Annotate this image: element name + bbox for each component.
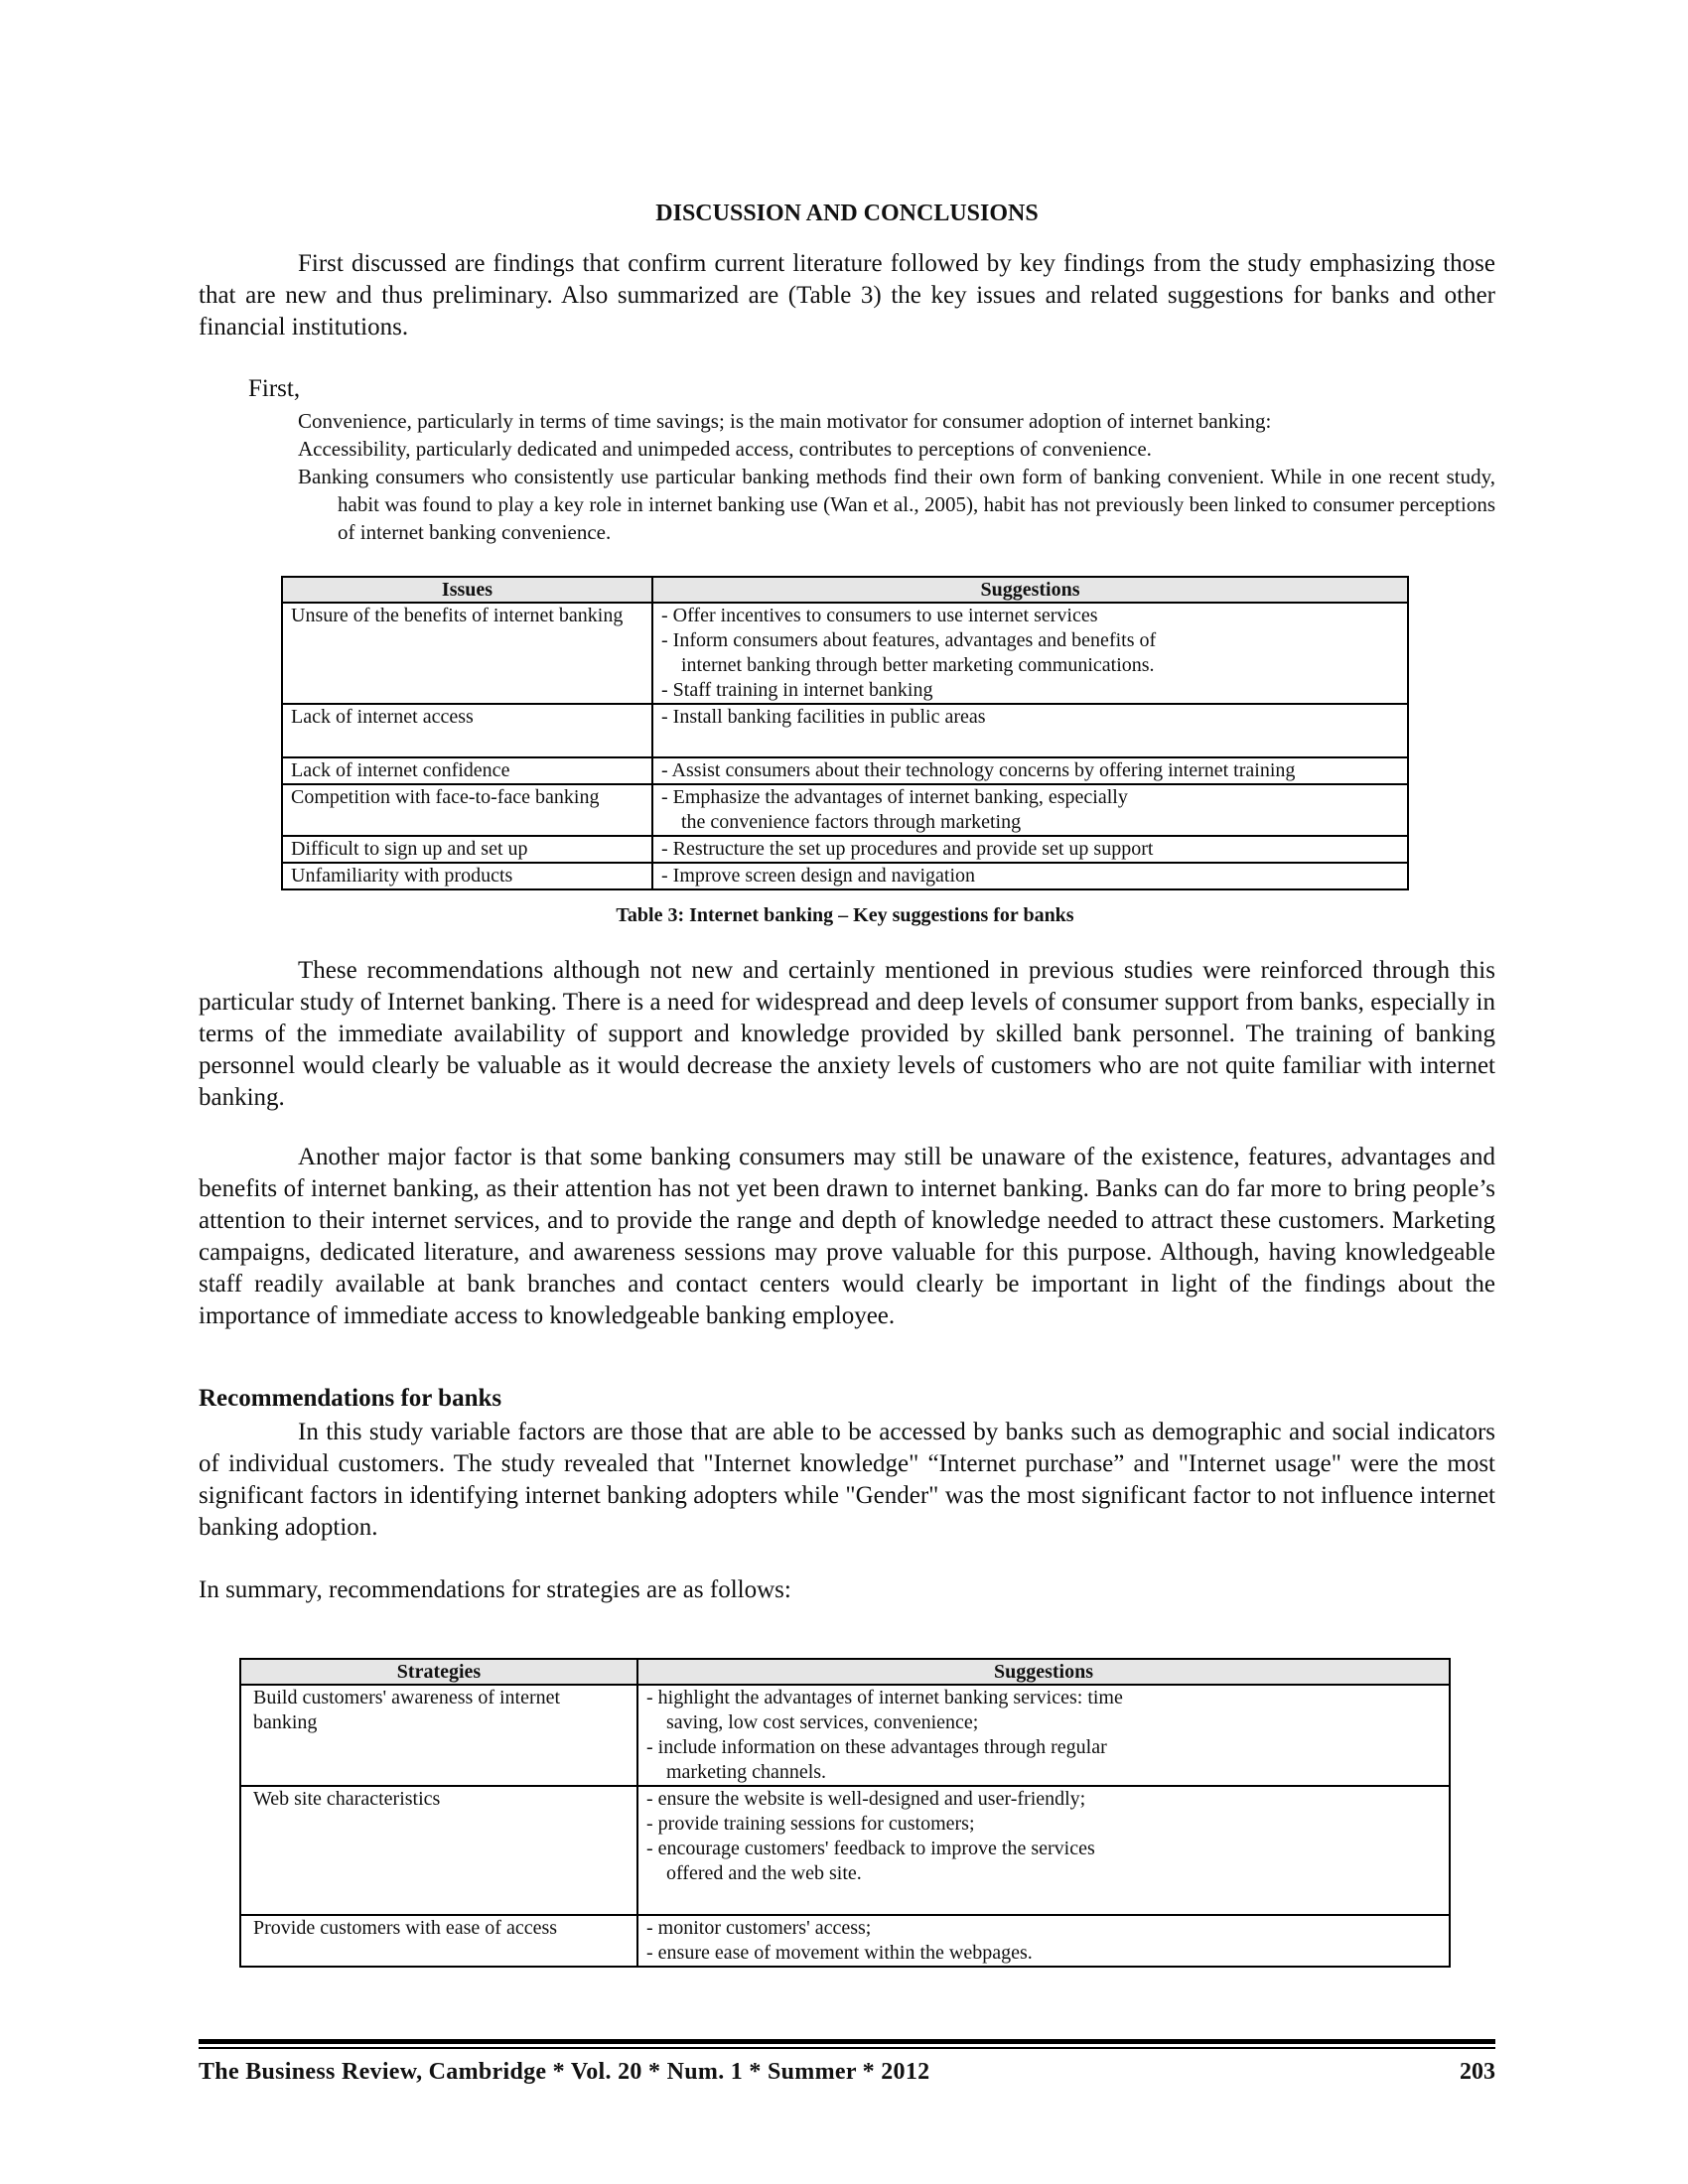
table-row xyxy=(282,603,1408,704)
issue-cell: Lack of internet confidence xyxy=(282,757,652,784)
table-3-caption: Table 3: Internet banking – Key suggestions for banks xyxy=(616,904,1074,926)
finding-item: Convenience, particularly in terms of time savings; is the main motivator for consumer adoption of internet banking: xyxy=(298,409,1272,433)
table-row xyxy=(282,757,1408,784)
column-header-issues: Issues xyxy=(282,577,652,603)
findings-list xyxy=(298,407,1495,546)
suggestion-cell: - monitor customers' access; - ensure ease of movement within the webpages. xyxy=(637,1915,1450,1967)
strategy-cell: Provide customers with ease of access xyxy=(240,1915,637,1967)
table-3 xyxy=(281,576,1409,890)
table-row xyxy=(282,836,1408,863)
finding-item: Accessibility, particularly dedicated and unimpeded access, contributes to perceptions of convenience. xyxy=(298,437,1152,461)
strategy-cell: Web site characteristics xyxy=(240,1786,637,1915)
suggestion-cell: - Improve screen design and navigation xyxy=(652,863,1408,889)
first-label: First, xyxy=(248,375,301,402)
table-header-row xyxy=(282,577,1408,603)
strategies-table xyxy=(239,1658,1451,1968)
footer-rule-thick xyxy=(199,2039,1495,2044)
suggestion-cell: - Offer incentives to consumers to use internet services - Inform consumers about features, advantages and benefits of internet banking through better marketing communications. - Staff training in internet banking xyxy=(652,603,1408,704)
summary-line: In summary, recommendations for strategies are as follows: xyxy=(199,1576,791,1603)
paragraph-variable-factors: In this study variable factors are those that are able to be accessed by banks such as demographic and social indicators of individual customers. The study revealed that "Internet knowledge" “Internet purchase” and "Internet usage" were the most significant factors in identifying internet banking adopters while "Gender" was the most significant factor to not influence internet banking adoption. xyxy=(199,1419,1495,1541)
issue-cell: Lack of internet access xyxy=(282,704,652,757)
suggestion-cell: - Emphasize the advantages of internet banking, especially the convenience factors through marketing xyxy=(652,784,1408,836)
table-row xyxy=(282,704,1408,757)
table-row xyxy=(240,1915,1450,1967)
table-row xyxy=(240,1685,1450,1786)
strategy-cell: Build customers' awareness of internet banking xyxy=(240,1685,637,1786)
issue-cell: Competition with face-to-face banking xyxy=(282,784,652,836)
section-title: DISCUSSION AND CONCLUSIONS xyxy=(655,201,1039,226)
column-header-strategies: Strategies xyxy=(240,1659,637,1685)
table-row xyxy=(240,1786,1450,1915)
table-row xyxy=(282,863,1408,889)
footer-rule-thin xyxy=(199,2047,1495,2049)
footer-journal: The Business Review, Cambridge * Vol. 20 * Num. 1 * Summer * 2012 xyxy=(199,2059,930,2085)
suggestion-cell: - ensure the website is well-designed and user-friendly; - provide training sessions for customers; - encourage customers' feedback to improve the services offered and the web site. xyxy=(637,1786,1450,1915)
suggestion-cell: - Restructure the set up procedures and provide set up support xyxy=(652,836,1408,863)
finding-item: Banking consumers who consistently use particular banking methods find their own form of banking convenient. While in one recent study, habit was found to play a key role in internet banking use (Wan et al., 2005), habit has not previously been linked to consumer perceptions of internet banking convenience. xyxy=(298,465,1495,544)
suggestion-cell: - Assist consumers about their technology concerns by offering internet training xyxy=(652,757,1408,784)
subheading-recommendations: Recommendations for banks xyxy=(199,1385,502,1412)
paragraph-recommendations-reinforced: These recommendations although not new and certainly mentioned in previous studies were reinforced through this particular study of Internet banking. There is a need for widespread and deep levels of consumer support from banks, especially in terms of the immediate availability of support and knowledge provided by skilled bank personnel. The training of banking personnel would clearly be valuable as it would decrease the anxiety levels of customers who are not quite familiar with internet banking. xyxy=(199,957,1495,1111)
column-header-suggestions: Suggestions xyxy=(637,1659,1450,1685)
suggestion-cell: - Install banking facilities in public areas xyxy=(652,704,1408,757)
issue-cell: Difficult to sign up and set up xyxy=(282,836,652,863)
table-row xyxy=(282,784,1408,836)
page-number: 203 xyxy=(1460,2059,1495,2085)
intro-paragraph: First discussed are findings that confirm current literature followed by key findings from the study emphasizing those that are new and thus preliminary. Also summarized are (Table 3) the key issues and related suggestions for banks and other financial institutions. xyxy=(199,250,1495,341)
suggestion-cell: - highlight the advantages of internet banking services: time saving, low cost services, convenience; - include information on these advantages through regular marketing channels. xyxy=(637,1685,1450,1786)
table-header-row xyxy=(240,1659,1450,1685)
column-header-suggestions: Suggestions xyxy=(652,577,1408,603)
issue-cell: Unsure of the benefits of internet banking xyxy=(282,603,652,704)
paragraph-unaware-consumers: Another major factor is that some banking consumers may still be unaware of the existence, features, advantages and benefits of internet banking, as their attention has not yet been drawn to internet banking. Banks can do far more to bring people’s attention to their internet services, and to provide the range and depth of knowledge needed to attract these customers. Marketing campaigns, dedicated literature, and awareness sessions may prove valuable for this purpose. Although, having knowledgeable staff readily available at bank branches and contact centers would clearly be important in light of the findings about the importance of immediate access to knowledgeable banking employee. xyxy=(199,1144,1495,1329)
issue-cell: Unfamiliarity with products xyxy=(282,863,652,889)
